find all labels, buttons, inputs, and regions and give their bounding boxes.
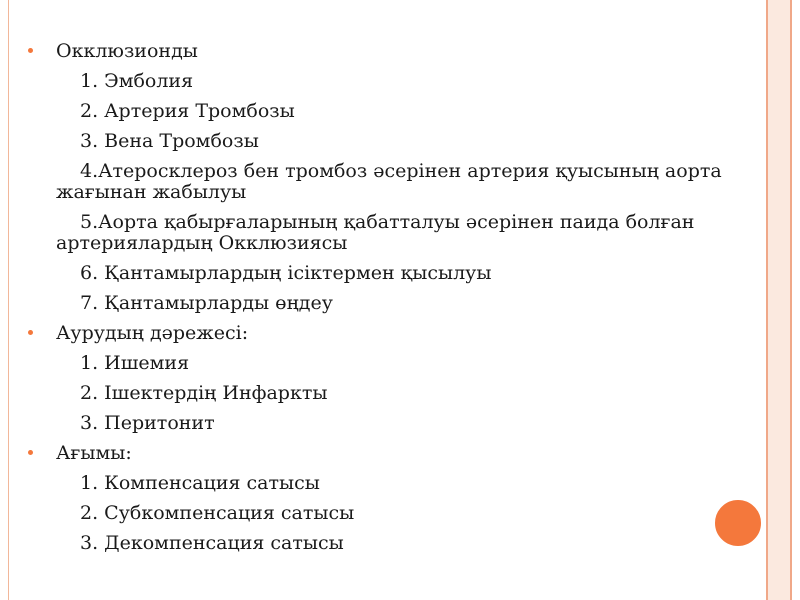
section-heading-occlusion: [28, 36, 758, 66]
list-item: 7. Қантамырларды өңдеу: [80, 292, 333, 314]
section-heading-text: Ағымы:: [56, 442, 132, 464]
list-item: 2. Субкомпенсация сатысы: [80, 502, 355, 524]
list-item: 2. Ішектердің Инфаркты: [80, 382, 328, 404]
section-heading-course: [28, 438, 758, 468]
list-item: 1. Эмболия: [80, 70, 194, 92]
bullet-icon: [28, 330, 34, 336]
right-border-band: [766, 0, 792, 600]
right-border-line-inner: [766, 0, 768, 600]
list-item: 3. Перитонит: [80, 412, 215, 434]
slide-content: [28, 36, 758, 558]
list-item: 3. Вена Тромбозы: [80, 130, 259, 152]
bullet-icon: [28, 450, 34, 456]
list-item: 1. Ишемия: [80, 352, 190, 374]
left-border-line: [8, 0, 9, 600]
list-item: 5.Аорта қабырғаларының қабатталуы әсерінен паида болған артериялардың Окклюзиясы: [56, 211, 695, 254]
list-item: 1. Компенсация сатысы: [80, 472, 320, 494]
bullet-icon: [28, 48, 34, 54]
section-heading-text: Аурудың дәрежесі:: [56, 322, 249, 344]
list-item: 3. Декомпенсация сатысы: [80, 532, 344, 554]
section-heading-text: Окклюзионды: [56, 40, 198, 62]
section-heading-severity: [28, 318, 758, 348]
right-border-line-outer: [790, 0, 792, 600]
list-item: 2. Артерия Тромбозы: [80, 100, 295, 122]
list-item: 6. Қантамырлардың ісіктермен қысылуы: [80, 262, 492, 284]
list-item: 4.Атеросклероз бен тромбоз әсерінен артерия қуысының аорта жағынан жабылуы: [56, 160, 722, 203]
